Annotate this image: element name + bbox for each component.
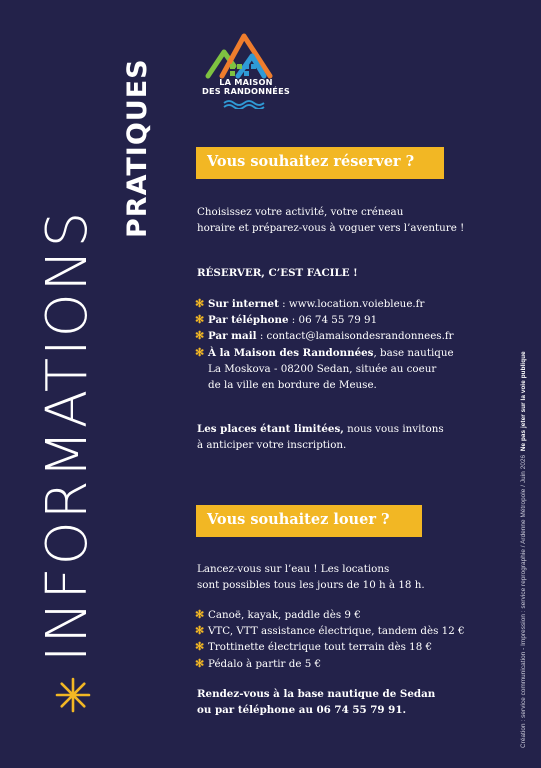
- waves-icon: [222, 99, 268, 109]
- phone-link[interactable]: : 06 74 55 79 91: [288, 314, 378, 327]
- asterisk-bullet-icon: ✻: [195, 608, 205, 621]
- asterisk-icon: [54, 676, 92, 714]
- rent-list: [195, 607, 465, 672]
- list-item: ✻ Par téléphone : 06 74 55 79 91: [195, 312, 454, 328]
- rent-intro-2: sont possibles tous les jours de 10 h à 18 h.: [197, 579, 425, 591]
- asterisk-bullet-icon: ✻: [195, 297, 205, 310]
- logo-wordmark: LA MAISON DES RANDONNÉES: [202, 77, 290, 97]
- main-title: INFORMATIONS: [35, 209, 100, 662]
- rent-cta-1: Rendez-vous à la base nautique de Sedan: [197, 688, 436, 700]
- list-item: ✻ Canoë, kayak, paddle dès 9 €: [195, 607, 465, 623]
- asterisk-bullet-icon: ✻: [195, 624, 205, 638]
- limited-notice-1: Les places étant limitées, nous vous invitons: [197, 423, 444, 435]
- list-item: ✻ Pédalo à partir de 5 €: [195, 656, 465, 672]
- reserve-banner: Vous souhaitez réserver ?: [196, 147, 444, 179]
- asterisk-bullet-icon: ✻: [195, 345, 205, 359]
- list-item: ✻ À la Maison des Randonnées, base nautique La Moskova - 08200 Sedan, située au coeur de la ville en bordure de Meuse.: [195, 345, 454, 392]
- email-link[interactable]: : contact@lamaisondesrandonnees.fr: [256, 330, 454, 343]
- website-link[interactable]: : www.location.voiebleue.fr: [278, 298, 425, 310]
- list-item: ✻ Trottinette électrique tout terrain dès 18 €: [195, 639, 465, 655]
- asterisk-bullet-icon: ✻: [195, 640, 205, 654]
- sub-title: PRATIQUES: [122, 58, 153, 238]
- easy-heading: RÉSERVER, C’EST FACILE !: [197, 267, 358, 279]
- reserve-intro-2: horaire et préparez-vous à voguer vers l’aventure !: [197, 222, 465, 234]
- rent-cta-2: ou par téléphone au 06 74 55 79 91.: [197, 704, 407, 716]
- list-item: ✻ Par mail : contact@lamaisondesrandonnees.fr: [195, 328, 454, 344]
- limited-notice-2: à anticiper votre inscription.: [197, 439, 347, 451]
- list-item: ✻ VTC, VTT assistance électrique, tandem dès 12 €: [195, 623, 465, 639]
- credits-line: Création : service communication - Impression : service reprographie / Ardenne Métropole / Juin 2026 Ne pas jeter sur la voie publique: [520, 351, 527, 748]
- asterisk-bullet-icon: ✻: [195, 313, 205, 327]
- reserve-intro-1: Choisissez votre activité, votre créneau: [197, 206, 404, 218]
- asterisk-bullet-icon: ✻: [195, 656, 205, 670]
- reserve-list: [195, 296, 454, 393]
- rent-banner: Vous souhaitez louer ?: [196, 505, 422, 537]
- list-item: ✻ Sur internet : www.location.voiebleue.fr: [195, 296, 454, 312]
- asterisk-bullet-icon: ✻: [195, 329, 205, 343]
- rent-intro-1: Lancez-vous sur l’eau ! Les locations: [197, 563, 390, 575]
